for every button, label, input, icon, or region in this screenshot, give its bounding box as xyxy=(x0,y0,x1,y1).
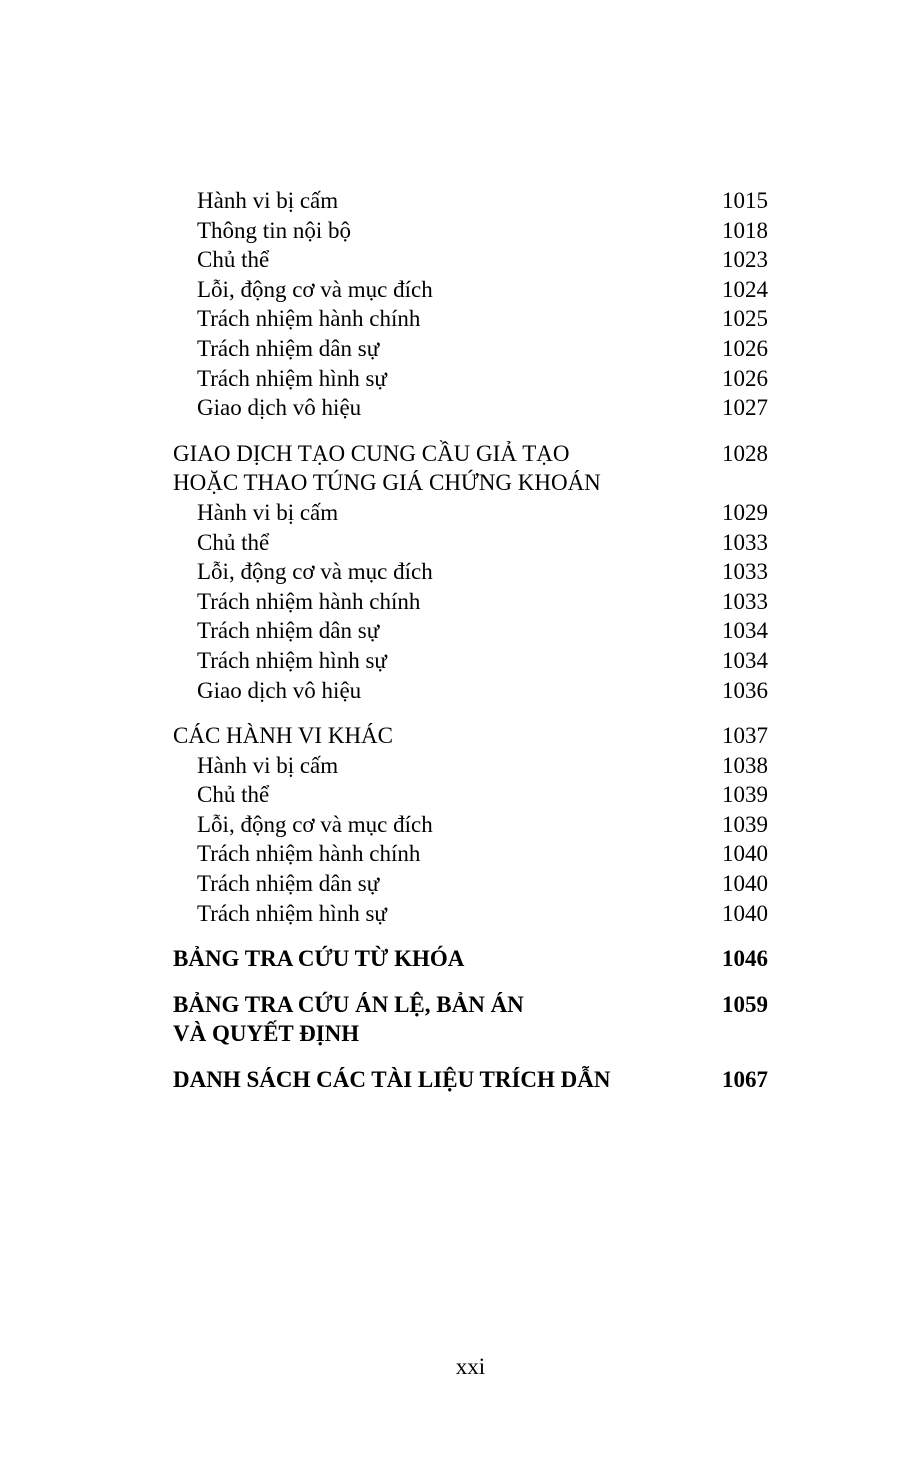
toc-index-label xyxy=(173,1065,712,1095)
toc-page-number: 1025 xyxy=(722,306,768,332)
toc-item-label: Trách nhiệm hình sự xyxy=(197,900,387,926)
toc-page-number: 1033 xyxy=(722,529,768,555)
toc-index-label xyxy=(173,944,712,974)
toc-heading-line: DANH SÁCH CÁC TÀI LIỆU TRÍCH DẪN xyxy=(173,1067,611,1093)
toc-item-label: Lỗi, động cơ và mục đích xyxy=(197,559,433,585)
toc-item xyxy=(173,810,768,840)
toc-page-number: 1059 xyxy=(722,991,768,1017)
toc-item xyxy=(173,780,768,810)
toc-item xyxy=(173,216,768,246)
toc-item xyxy=(173,245,768,275)
toc-section-heading xyxy=(173,721,768,751)
toc-index-entry xyxy=(173,944,768,974)
toc-page-number: 1034 xyxy=(722,618,768,644)
toc-item xyxy=(173,186,768,216)
toc-item-label: Trách nhiệm dân sự xyxy=(197,871,380,897)
toc-page-number: 1040 xyxy=(722,871,768,897)
toc-item-label: Thông tin nội bộ xyxy=(197,217,351,243)
toc-page-number: 1033 xyxy=(722,559,768,585)
toc-section xyxy=(173,721,768,928)
toc-page-number: 1028 xyxy=(722,440,768,466)
toc-page-number: 1040 xyxy=(722,900,768,926)
toc-heading-line: BẢNG TRA CỨU TỪ KHÓA xyxy=(173,946,465,972)
toc-item xyxy=(173,587,768,617)
toc-item-label: Lỗi, động cơ và mục đích xyxy=(197,811,433,837)
toc-item-label: Lỗi, động cơ và mục đích xyxy=(197,276,433,302)
toc-item xyxy=(173,498,768,528)
toc-item xyxy=(173,393,768,423)
toc-item xyxy=(173,364,768,394)
toc-page-number: 1027 xyxy=(722,395,768,421)
toc-item-label: Trách nhiệm hành chính xyxy=(197,588,421,614)
toc-item-label: Giao dịch vô hiệu xyxy=(197,677,362,703)
toc-heading-line: CÁC HÀNH VI KHÁC xyxy=(173,723,394,749)
toc-page-number: 1067 xyxy=(722,1067,768,1093)
toc-item-label: Trách nhiệm dân sự xyxy=(197,335,380,361)
toc-item-label: Hành vi bị cấm xyxy=(197,752,339,778)
toc-item-label: Hành vi bị cấm xyxy=(197,499,339,525)
toc-item xyxy=(173,646,768,676)
toc-heading-line: BẢNG TRA CỨU ÁN LỆ, BẢN ÁN xyxy=(173,991,524,1017)
toc-item xyxy=(173,557,768,587)
toc-page-number: 1023 xyxy=(722,247,768,273)
toc-item-label: Hành vi bị cấm xyxy=(197,188,339,213)
toc-item xyxy=(173,528,768,558)
table-of-contents xyxy=(173,186,768,1095)
toc-index-label xyxy=(173,990,712,1049)
toc-item xyxy=(173,676,768,706)
toc-item xyxy=(173,616,768,646)
toc-page-number: 1046 xyxy=(722,946,768,972)
toc-item-label: Trách nhiệm hình sự xyxy=(197,365,387,391)
toc-heading-line: HOẶC THAO TÚNG GIÁ CHỨNG KHOÁN xyxy=(173,470,601,496)
toc-item xyxy=(173,334,768,364)
toc-page-number: 1034 xyxy=(722,647,768,673)
toc-index-entry xyxy=(173,990,768,1049)
toc-page-number: 1026 xyxy=(722,335,768,361)
toc-item-label: Trách nhiệm dân sự xyxy=(197,618,380,644)
toc-item-label: Trách nhiệm hành chính xyxy=(197,306,421,332)
toc-page-number: 1039 xyxy=(722,782,768,808)
toc-heading-label xyxy=(173,439,712,498)
toc-page-number: 1024 xyxy=(722,276,768,302)
toc-item-label: Chủ thể xyxy=(197,782,270,808)
toc-heading-label xyxy=(173,721,712,751)
toc-index-entries xyxy=(173,944,768,1094)
toc-item-label: Giao dịch vô hiệu xyxy=(197,395,362,421)
toc-page-number: 1039 xyxy=(722,811,768,837)
toc-page-number: 1038 xyxy=(722,752,768,778)
toc-item xyxy=(173,304,768,334)
page-footer xyxy=(173,1352,768,1382)
toc-item-label: Trách nhiệm hình sự xyxy=(197,647,387,673)
toc-item-label: Trách nhiệm hành chính xyxy=(197,841,421,867)
toc-page-number: 1029 xyxy=(722,499,768,525)
toc-index-entry xyxy=(173,1065,768,1095)
toc-page-number: 1036 xyxy=(722,677,768,703)
toc-heading-line: VÀ QUYẾT ĐỊNH xyxy=(173,1021,360,1047)
toc-item-label: Chủ thể xyxy=(197,247,270,273)
toc-item xyxy=(173,751,768,781)
toc-section xyxy=(173,186,768,423)
toc-page-number: 1015 xyxy=(722,188,768,213)
toc-item xyxy=(173,899,768,929)
toc-page-number: 1018 xyxy=(722,217,768,243)
toc-page-number: 1033 xyxy=(722,588,768,614)
toc-page-number: 1040 xyxy=(722,841,768,867)
toc-page-number: 1037 xyxy=(722,723,768,749)
folio-page-number: xxi xyxy=(455,1354,486,1379)
toc-item xyxy=(173,869,768,899)
toc-item xyxy=(173,275,768,305)
toc-section-heading xyxy=(173,439,768,498)
toc-item xyxy=(173,839,768,869)
toc-section xyxy=(173,439,768,705)
toc-heading-line: GIAO DỊCH TẠO CUNG CẦU GIẢ TẠO xyxy=(173,440,570,466)
toc-page-number: 1026 xyxy=(722,365,768,391)
toc-item-label: Chủ thể xyxy=(197,529,270,555)
